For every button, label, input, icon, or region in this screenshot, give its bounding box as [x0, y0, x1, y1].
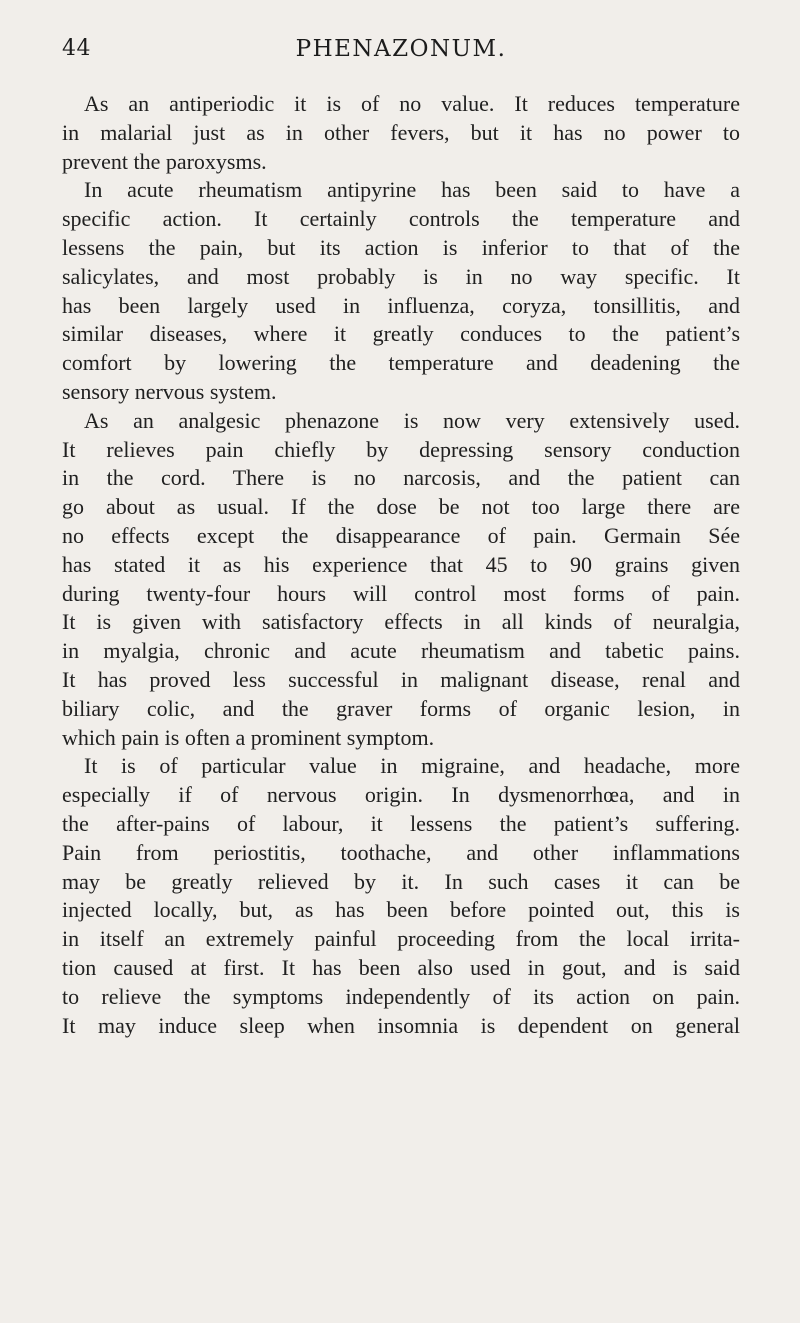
text-line: prevent the paroxysms. [62, 148, 267, 174]
running-title: PHENAZONUM. [295, 36, 507, 62]
text-line: in itself an extremely painful proceeding from the local irrita- [62, 926, 740, 952]
text-line: As an analgesic phenazone is now very extensively used. [84, 407, 740, 433]
text-line: It relieves pain chiefly by depressing sensory conduction [62, 436, 740, 462]
page-number: 44 [62, 36, 91, 61]
text-line: specific action. It certainly controls the temperature and [62, 206, 740, 232]
text-line: tion caused at first. It has been also used in gout, and is said [62, 954, 740, 980]
paragraph [62, 90, 740, 176]
text-line: It has proved less successful in malignant disease, renal and [62, 666, 740, 692]
text-line: may be greatly relieved by it. In such cases it can be [62, 868, 740, 894]
text-line: salicylates, and most probably is in no way specific. It [62, 263, 740, 289]
paragraph [62, 752, 740, 1040]
text-line: In acute rheumatism antipyrine has been said to have a [84, 177, 740, 203]
text-line: It is given with satisfactory effects in all kinds of neuralgia, [62, 609, 740, 635]
text-line: It may induce sleep when insomnia is dependent on general [62, 1012, 740, 1038]
text-line: the after-pains of labour, it lessens the patient’s suffering. [62, 810, 740, 836]
text-line: in malarial just as in other fevers, but it has no power to [62, 119, 740, 145]
page-header [62, 36, 740, 68]
text-line: Pain from periostitis, toothache, and other inflammations [62, 839, 740, 865]
text-line: comfort by lowering the temperature and deadening the [62, 350, 740, 376]
text-line: As an antiperiodic it is of no value. It reduces temperature [84, 91, 740, 116]
text-line: has stated it as his experience that 45 to 90 grains given [62, 551, 740, 577]
text-line: to relieve the symptoms independently of its action on pain. [62, 983, 740, 1009]
text-line: sensory nervous system. [62, 378, 277, 404]
body-text [62, 90, 740, 1040]
text-line: It is of particular value in migraine, and headache, more [84, 753, 740, 779]
text-line: go about as usual. If the dose be not too large there are [62, 494, 740, 520]
paragraph [62, 407, 740, 753]
text-line: in myalgia, chronic and acute rheumatism and tabetic pains. [62, 638, 740, 664]
text-line: injected locally, but, as has been before pointed out, this is [62, 897, 740, 923]
text-line: similar diseases, where it greatly conduces to the patient’s [62, 321, 740, 347]
text-line: during twenty-four hours will control most forms of pain. [62, 580, 740, 606]
text-line: lessens the pain, but its action is inferior to that of the [62, 234, 740, 260]
text-line: which pain is often a prominent symptom. [62, 724, 435, 750]
text-line: biliary colic, and the graver forms of organic lesion, in [62, 695, 740, 721]
text-line: no effects except the disappearance of pain. Germain Sée [62, 522, 740, 548]
text-line: has been largely used in influenza, coryza, tonsillitis, and [62, 292, 740, 318]
paragraph [62, 176, 740, 406]
text-line: especially if of nervous origin. In dysmenorrhœa, and in [62, 782, 740, 808]
text-line: in the cord. There is no narcosis, and the patient can [62, 465, 740, 491]
